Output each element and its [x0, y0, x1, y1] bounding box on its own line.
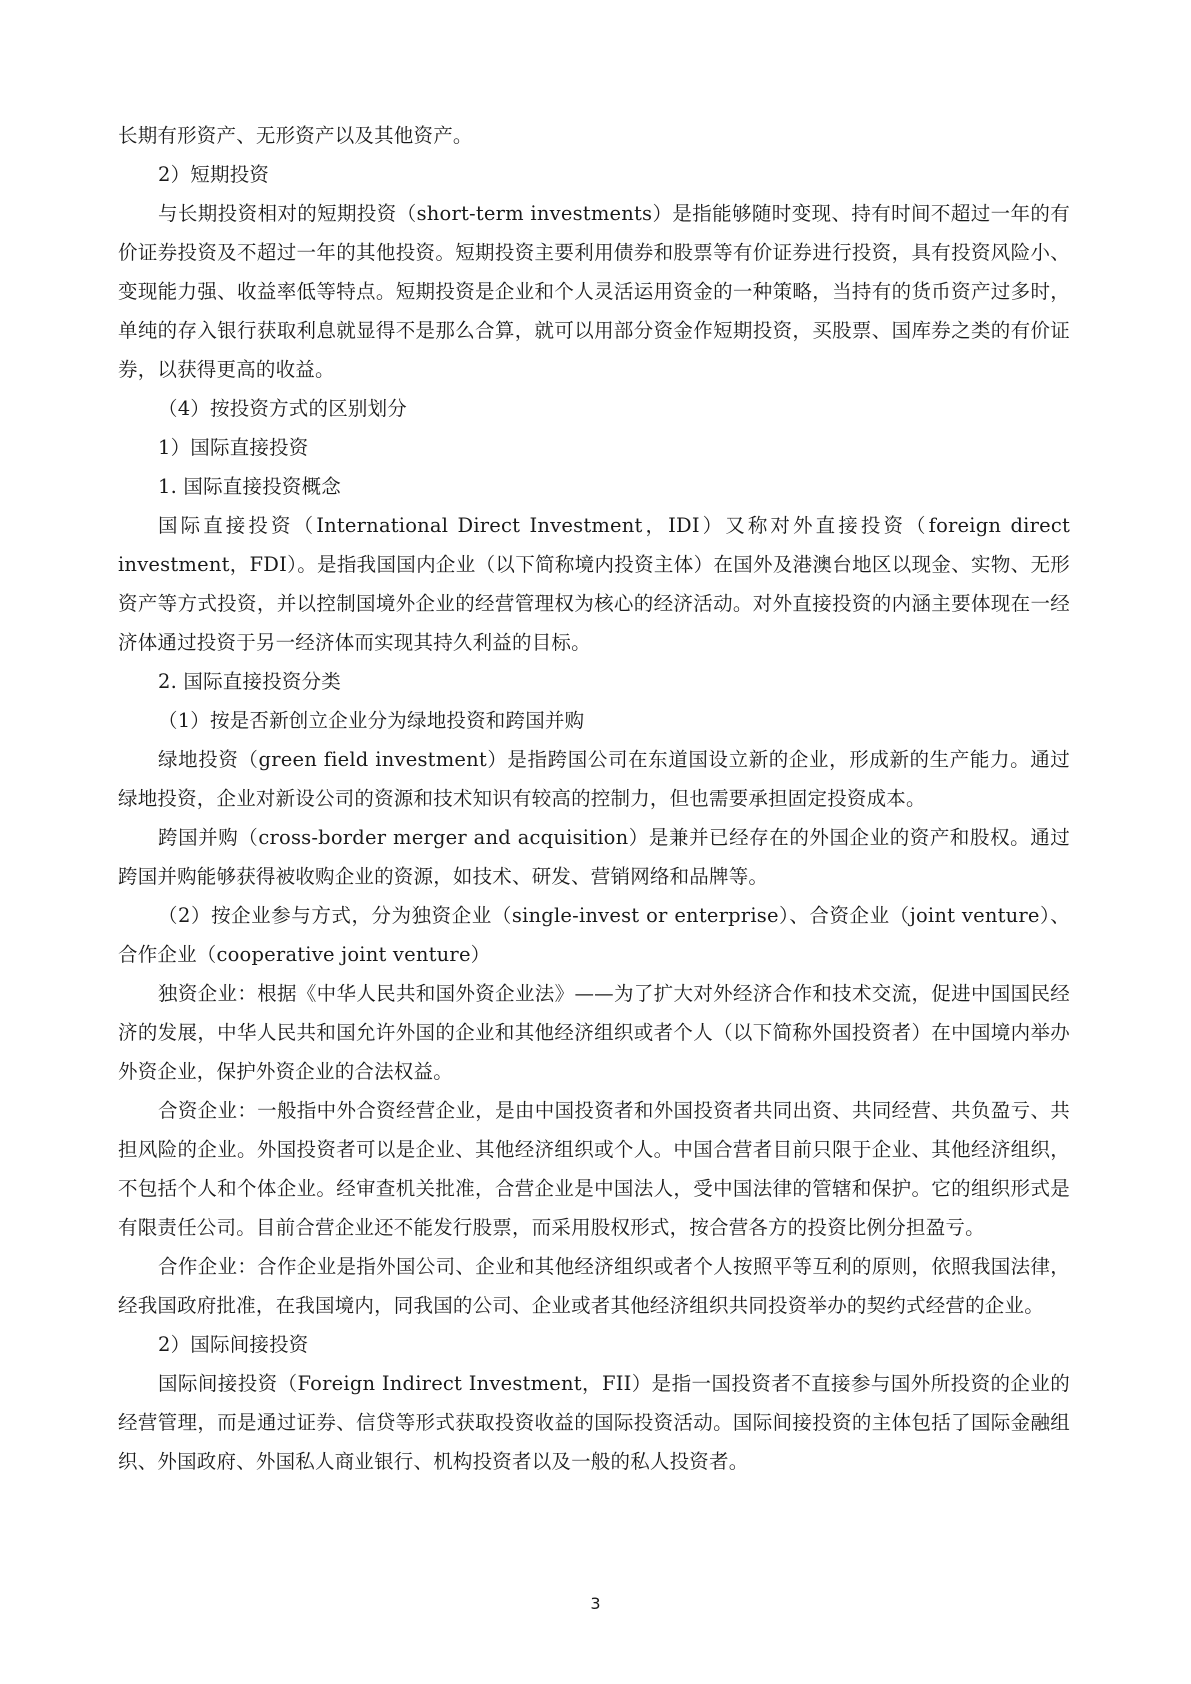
page-number: 3: [590, 1594, 601, 1613]
paragraph-short-term-investment: 与长期投资相对的短期投资（short-term investments）是指能够随时变现、持有时间不超过一年的有价证券投资及不超过一年的其他投资。短期投资主要利用债券和股票等有价证券进行投资，具有投资风险小、变现能力强、收益率低等特点。短期投资是企业和个人灵活运用资金的一种策略，当持有的货币资产过多时，单纯的存入银行获取利息就显得不是那么合算，就可以用部分资金作短期投资，买股票、国库券之类的有价证券，以获得更高的收益。: [118, 202, 1070, 381]
subheading-international-indirect-investment: 2）国际间接投资: [158, 1333, 309, 1356]
heading-idi-concept: 1. 国际直接投资概念: [158, 475, 342, 498]
document-body: [118, 116, 1070, 1481]
paragraph-greenfield-investment: 绿地投资（green field investment）是指跨国公司在东道国设立新的企业，形成新的生产能力。通过绿地投资，企业对新设公司的资源和技术知识有较高的控制力，但也需要承担固定投资成本。: [118, 748, 1070, 810]
paragraph-wholly-owned-enterprise: 独资企业：根据《中华人民共和国外资企业法》——为了扩大对外经济合作和技术交流，促进中国国民经济的发展，中华人民共和国允许外国的企业和其他经济组织或者个人（以下简称外国投资者）在中国境内举办外资企业，保护外资企业的合法权益。: [118, 982, 1070, 1083]
heading-participation-mode: （2）按企业参与方式，分为独资企业（single-invest or enterprise）、合资企业（joint venture）、合作企业（cooperative joint venture）: [118, 904, 1070, 966]
paragraph-cross-border-ma: 跨国并购（cross-border merger and acquisition）是兼并已经存在的外国企业的资产和股权。通过跨国并购能够获得被收购企业的资源，如技术、研发、营销网络和品牌等。: [118, 826, 1070, 888]
paragraph-cooperative-enterprise: 合作企业：合作企业是指外国公司、企业和其他经济组织或者个人按照平等互利的原则，依照我国法律，经我国政府批准，在我国境内，同我国的公司、企业或者其他经济组织共同投资举办的契约式经营的企业。: [118, 1255, 1070, 1317]
paragraph-continuation: 长期有形资产、无形资产以及其他资产。: [118, 124, 473, 147]
heading-by-investment-method: （4）按投资方式的区别划分: [158, 397, 408, 420]
paragraph-joint-venture: 合资企业：一般指中外合资经营企业，是由中国投资者和外国投资者共同出资、共同经营、共负盈亏、共担风险的企业。外国投资者可以是企业、其他经济组织或个人。中国合营者目前只限于企业、其他经济组织，不包括个人和个体企业。经审查机关批准，合营企业是中国法人，受中国法律的管辖和保护。它的组织形式是有限责任公司。目前合营企业还不能发行股票，而采用股权形式，按合营各方的投资比例分担盈亏。: [118, 1099, 1070, 1239]
paragraph-fii-definition: 国际间接投资（Foreign Indirect Investment，FII）是指一国投资者不直接参与国外所投资的企业的经营管理，而是通过证券、信贷等形式获取投资收益的国际投资活动。国际间接投资的主体包括了国际金融组织、外国政府、外国私人商业银行、机构投资者以及一般的私人投资者。: [118, 1372, 1070, 1473]
heading-greenfield-vs-ma: （1）按是否新创立企业分为绿地投资和跨国并购: [158, 709, 585, 732]
subheading-short-term-investment: 2）短期投资: [158, 163, 270, 186]
paragraph-idi-definition: 国际直接投资（International Direct Investment，IDI）又称对外直接投资（foreign direct investment，FDI）。是指我国国内企业（以下简称境内投资主体）在国外及港澳台地区以现金、实物、无形资产等方式投资，并以控制国境外企业的经营管理权为核心的经济活动。对外直接投资的内涵主要体现在一经济体通过投资于另一经济体而实现其持久利益的目标。: [118, 514, 1070, 654]
heading-idi-classification: 2. 国际直接投资分类: [158, 670, 342, 693]
subheading-international-direct-investment: 1）国际直接投资: [158, 436, 309, 459]
